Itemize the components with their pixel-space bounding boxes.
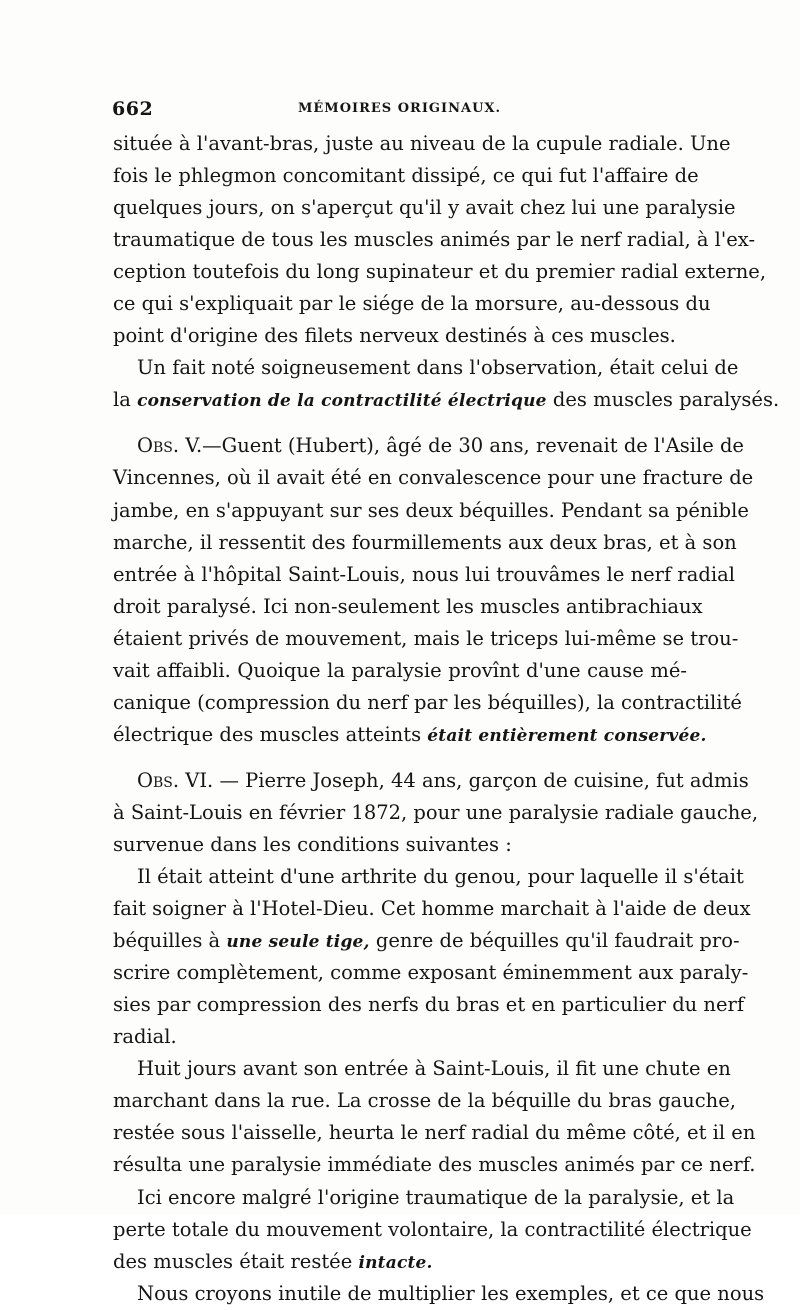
text-line: résulta une paralysie immédiate des muscles animés par ce nerf. xyxy=(113,1153,756,1177)
text-line: marchant dans la rue. La crosse de la béquille du bras gauche, xyxy=(113,1089,736,1113)
page-number: 662 xyxy=(112,98,154,120)
text-span: béquilles à xyxy=(113,929,227,953)
text-span: — Pierre Joseph, 44 ans, garçon de cuisine, fut admis xyxy=(213,768,749,792)
text-line: située à l'avant-bras, juste au niveau de la cupule radiale. Une xyxy=(113,132,731,155)
paragraph-arthritis xyxy=(113,861,751,1053)
page-body xyxy=(113,128,780,1310)
text-line: étaient privés de mouvement, mais le triceps lui-même se trou- xyxy=(113,626,739,650)
paragraph-electrical-contractility xyxy=(113,352,780,416)
page-header xyxy=(112,98,686,122)
paragraph-gap xyxy=(113,751,687,765)
emphasis-text: conservation de la contractilité électrique xyxy=(137,391,547,412)
obs-label: Obs. xyxy=(137,768,180,792)
text-line: vait affaibli. Quoique la paralysie provînt d'une cause mé- xyxy=(113,658,687,682)
text-span: des muscles paralysés. xyxy=(546,388,780,412)
text-line: Huit jours avant son entrée à Saint-Louis, il fit une chute en xyxy=(137,1057,731,1081)
text-line: ce qui s'expliquait par le siége de la morsure, au-dessous du xyxy=(113,292,711,316)
text-line: entrée à l'hôpital Saint-Louis, nous lui trouvâmes le nerf radial xyxy=(113,562,735,586)
text-line: Vincennes, où il avait été en convalescence pour une fracture de xyxy=(113,466,754,490)
obs-label: Obs. xyxy=(137,434,180,458)
text-line: restée sous l'aisselle, heurta le nerf radial du même côté, et il en xyxy=(113,1121,756,1145)
text-line: scrire complètement, comme exposant éminemment aux paraly- xyxy=(113,961,749,985)
text-line xyxy=(113,430,744,462)
text-line: marche, il ressentit des fourmillements aux deux bras, et à son xyxy=(113,530,737,554)
text-line: droit paralysé. Ici non-seulement les muscles antibrachiaux xyxy=(113,594,703,618)
text-line: ception toutefois du long supinateur et du premier radial externe, xyxy=(113,260,767,284)
text-line: jambe, en s'appuyant sur ses deux béquilles. Pendant sa pénible xyxy=(113,498,749,522)
text-span: la xyxy=(113,388,138,412)
paragraph-intact xyxy=(113,1182,752,1278)
text-line xyxy=(113,719,707,751)
text-line xyxy=(113,765,749,797)
text-line xyxy=(113,925,740,957)
emphasis-text: une seule tige, xyxy=(226,932,370,953)
text-line: traumatique de tous les muscles animés par le nerf radial, à l'ex- xyxy=(113,228,756,252)
text-line: Un fait noté soigneusement dans l'observation, était celui de xyxy=(137,356,739,380)
text-line: fait soigner à l'Hotel-Dieu. Cet homme marchait à l'aide de deux xyxy=(113,897,751,921)
text-span: genre de béquilles qu'il faudrait pro- xyxy=(369,929,740,953)
running-title: MÉMOIRES ORIGINAUX. xyxy=(298,101,502,116)
text-span: électrique des muscles atteints xyxy=(113,722,428,746)
text-span: des muscles était restée xyxy=(113,1249,359,1273)
emphasis-text: intacte. xyxy=(358,1252,433,1273)
observation-5 xyxy=(113,430,754,750)
text-line: Ici encore malgré l'origine traumatique de la paralysie, et la xyxy=(137,1185,735,1209)
text-line: point d'origine des filets nerveux destinés à ces muscles. xyxy=(113,324,676,348)
emphasis-text: était entièrement conservée. xyxy=(427,725,707,746)
text-span: —Guent (Hubert), âgé de 30 ans, revenait de l'Asile de xyxy=(202,434,744,458)
paragraph-final xyxy=(113,1278,765,1310)
text-line: sies par compression des nerfs du bras et en particulier du nerf xyxy=(113,993,745,1017)
text-line: radial. xyxy=(113,1025,177,1049)
text-line xyxy=(113,1246,687,1278)
observation-6 xyxy=(113,765,759,861)
text-line: quelques jours, on s'aperçut qu'il y avait chez lui une paralysie xyxy=(113,196,736,220)
paragraph-gap xyxy=(113,416,687,430)
paragraph-continuation xyxy=(113,128,767,352)
text-line xyxy=(113,384,780,416)
text-line: fois le phlegmon concomitant dissipé, ce qui fut l'affaire de xyxy=(113,164,699,188)
text-line: survenue dans les conditions suivantes : xyxy=(113,832,512,856)
obs-number: VI. xyxy=(179,768,214,792)
text-line: Il était atteint d'une arthrite du genou, pour laquelle il s'était xyxy=(137,865,744,889)
paragraph-fall xyxy=(113,1053,756,1181)
text-line: Nous croyons inutile de multiplier les exemples, et ce que nous xyxy=(137,1281,765,1305)
obs-number: V. xyxy=(179,434,203,458)
text-line: canique (compression du nerf par les béquilles), la contractilité xyxy=(113,690,742,714)
text-line: à Saint-Louis en février 1872, pour une paralysie radiale gauche, xyxy=(113,800,759,824)
text-line: perte totale du mouvement volontaire, la contractilité électrique xyxy=(113,1217,752,1241)
